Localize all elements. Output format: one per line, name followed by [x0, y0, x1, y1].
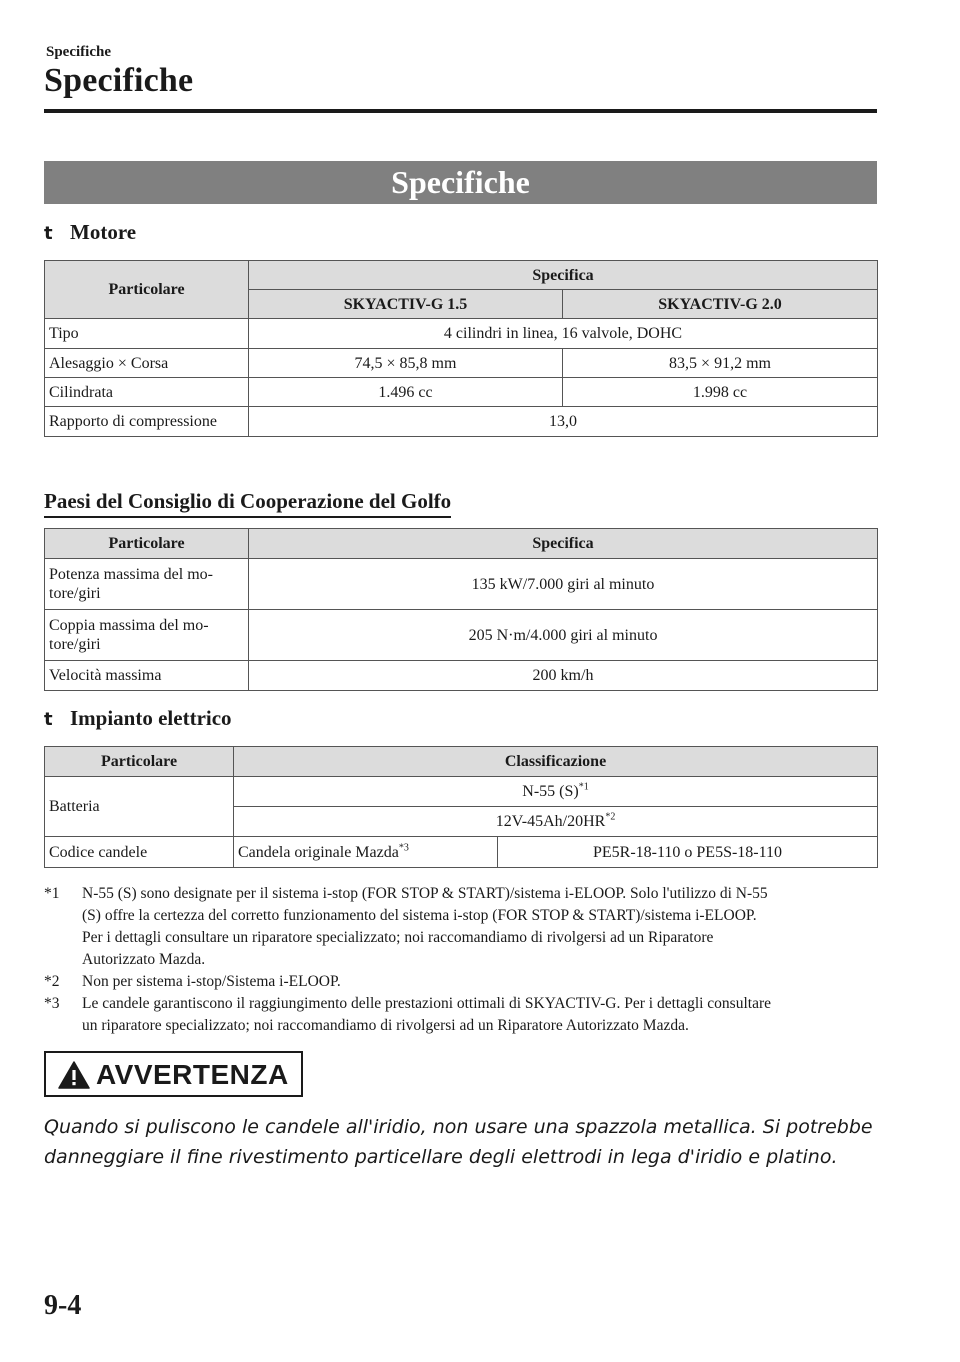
footnote-mark: *2 [44, 973, 60, 990]
engine-spec-table [44, 260, 878, 437]
electrical-spec-table [44, 746, 878, 868]
table-row [45, 378, 878, 407]
footnote-line: Autorizzato Mazda. [82, 951, 206, 968]
row-value-a: 1.496 cc [249, 378, 563, 407]
section-banner: Specifiche [44, 161, 877, 204]
page-number: 9-4 [44, 1290, 82, 1321]
section-title: Motore [70, 220, 137, 244]
footnote-line: Non per sistema i-stop/Sistema i-ELOOP. [82, 973, 341, 990]
row-label-plug: Codice candele [45, 837, 234, 868]
row-label: Rapporto di compressione [45, 407, 249, 437]
row-label-line: Potenza massima del mo- [49, 566, 213, 583]
table-row [45, 837, 878, 868]
chapter-title: Specifiche [44, 62, 194, 99]
row-value: 4 cilindri in linea, 16 valvole, DOHC [249, 319, 878, 349]
warning-line: Quando si puliscono le candele all'iridio, non usare una spazzola metallica. Si potrebbe [44, 1116, 873, 1138]
row-label-battery: Batteria [45, 777, 234, 837]
footnote-line: Per i dettagli consultare un riparatore specializzato; noi raccomandiamo di rivolgersi ad un Riparatore [82, 929, 714, 946]
battery-value: N-55 (S) [522, 783, 579, 800]
col-header-spec: Specifica [249, 529, 878, 559]
footnote-mark: *3 [44, 995, 60, 1012]
row-label: Tipo [45, 319, 249, 349]
warning-triangle-icon [58, 1061, 90, 1089]
footnote-line: (S) offre la certezza del corretto funzionamento del sistema i-stop (FOR STOP & START)/sistema i-ELOOP. [82, 907, 757, 924]
footnote-line: N-55 (S) sono designate per il sistema i-stop (FOR STOP & START)/sistema i-ELOOP. Solo l'utilizzo di N-55 [82, 885, 768, 902]
col-header-item: Particolare [45, 747, 234, 777]
footnote-ref: *2 [605, 811, 616, 823]
col-header-item: Particolare [45, 529, 249, 559]
row-label [45, 559, 249, 610]
battery-type-2 [234, 807, 878, 837]
row-label-line: tore/giri [49, 585, 101, 602]
col-header-engine-a: SKYACTIV-G 1.5 [249, 290, 563, 319]
table-row [45, 559, 878, 610]
col-header-engine-b: SKYACTIV-G 2.0 [563, 290, 878, 319]
table-row [45, 349, 878, 378]
row-value: 205 N·m/4.000 giri al minuto [249, 610, 878, 661]
footnote-line: un riparatore specializzato; noi raccomandiamo di rivolgersi ad un Riparatore Autorizzato Mazda. [82, 1017, 689, 1034]
col-header-classification: Classificazione [234, 747, 878, 777]
row-value: 135 kW/7.000 giri al minuto [249, 559, 878, 610]
row-label-line: tore/giri [49, 636, 101, 653]
footnote-ref: *1 [578, 781, 589, 793]
battery-type-1 [234, 777, 878, 807]
table-row [45, 407, 878, 437]
plug-type-value: Candela originale Mazda [238, 843, 399, 861]
breadcrumb: Specifiche [46, 44, 111, 60]
col-header-item: Particolare [45, 261, 249, 319]
warning-box [44, 1051, 303, 1097]
warning-line: danneggiare il fine rivestimento particellare degli elettrodi in lega d'iridio e platino. [44, 1146, 838, 1168]
section-marker-icon: t [44, 709, 53, 730]
section-title: Impianto elettrico [70, 706, 232, 730]
row-label: Velocità massima [45, 661, 249, 691]
footnote-2 [44, 971, 884, 993]
table-row [45, 777, 878, 807]
section-heading-elettrico [44, 706, 232, 731]
header-rule [44, 109, 877, 113]
row-label: Cilindrata [45, 378, 249, 407]
warning-label: AVVERTENZA [96, 1059, 289, 1090]
section-marker-icon: t [44, 223, 53, 244]
table-row [45, 610, 878, 661]
footnotes [44, 883, 884, 1037]
row-label [45, 610, 249, 661]
row-value: 13,0 [249, 407, 878, 437]
gcc-spec-table [44, 528, 878, 691]
row-value-a: 74,5 × 85,8 mm [249, 349, 563, 378]
table-row [45, 661, 878, 691]
subsection-heading-golfo: Paesi del Consiglio di Cooperazione del Golfo [44, 489, 451, 518]
row-value-b: 83,5 × 91,2 mm [563, 349, 878, 378]
footnote-1 [44, 883, 884, 971]
table-row [45, 319, 878, 349]
footnote-3 [44, 993, 884, 1037]
col-header-spec: Specifica [249, 261, 878, 290]
footnote-mark: *1 [44, 885, 60, 902]
warning-text [44, 1112, 884, 1172]
plug-type [234, 837, 498, 868]
row-value-b: 1.998 cc [563, 378, 878, 407]
row-label-line: Coppia massima del mo- [49, 617, 209, 634]
plug-code: PE5R-18-110 o PE5S-18-110 [498, 837, 878, 868]
footnote-line: Le candele garantiscono il raggiungimento delle prestazioni ottimali di SKYACTIV-G. Per i dettagli consultare [82, 995, 772, 1012]
section-heading-motore [44, 220, 136, 245]
row-value: 200 km/h [249, 661, 878, 691]
row-label: Alesaggio × Corsa [45, 349, 249, 378]
battery-value: 12V-45Ah/20HR [495, 813, 606, 830]
footnote-ref: *3 [398, 842, 409, 854]
